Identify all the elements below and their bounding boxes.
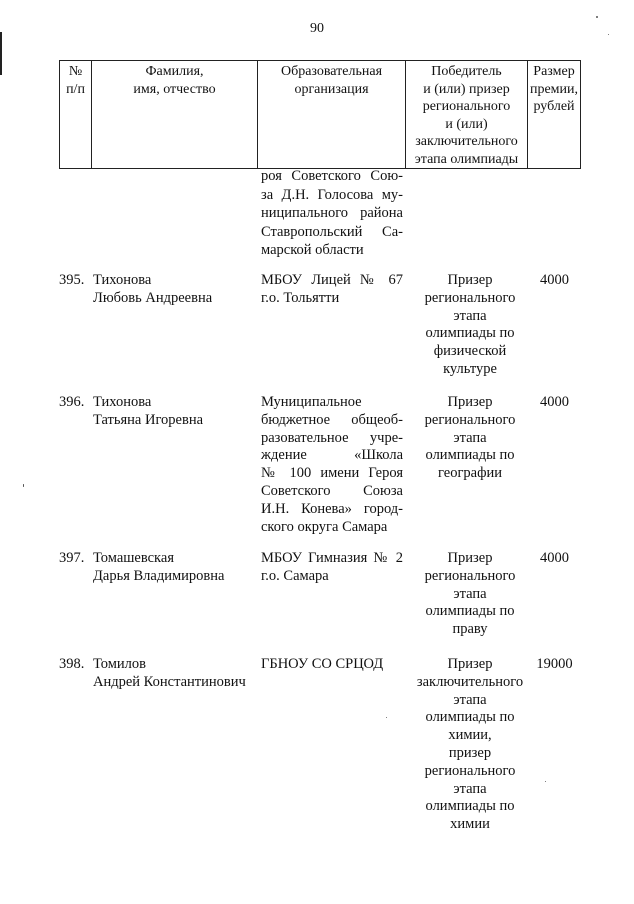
scan-speck xyxy=(23,484,24,487)
row-winner-status: Призер регионального этапа олимпиады по географии xyxy=(424,394,516,482)
header-organization: Образовательная организация xyxy=(258,61,406,169)
header-prize-amount: Размер премии, рублей xyxy=(528,61,581,169)
header-winner-status: Победитель и (или) призер регионального и (или) заключительного этапа олимпиады xyxy=(406,61,528,169)
continued-organization: роя Советского Сою- за Д.Н. Голосова му- ниципального района Ставропольский Са- марской области xyxy=(261,168,403,258)
row-organization: МБОУ Гимназия № 2 г.о. Самара xyxy=(261,550,403,584)
row-organization: МБОУ Лицей № 67 г.о. Тольятти xyxy=(261,272,403,306)
header-number: № п/п xyxy=(60,61,92,169)
row-prize-amount: 19000 xyxy=(536,656,573,672)
page-number: 90 xyxy=(310,21,324,36)
scan-speck xyxy=(608,34,609,35)
row-prize-amount: 4000 xyxy=(540,272,569,288)
row-number: 396. xyxy=(59,394,85,410)
scan-edge-mark xyxy=(0,32,2,75)
row-organization: ГБНОУ СО СРЦОД xyxy=(261,656,384,672)
row-number: 397. xyxy=(59,550,85,566)
row-number: 395. xyxy=(59,272,85,288)
row-full-name: Томашевская Дарья Владимировна xyxy=(93,550,225,584)
row-full-name: Тихонова Любовь Андреевна xyxy=(93,272,213,306)
row-organization: Муниципальное бюджетное общеоб- разовательное учре- ждение «Школа № 100 имени Героя Советского Союза И.Н. Конева» город- ского округа Самара xyxy=(261,394,403,535)
row-prize-amount: 4000 xyxy=(540,394,569,410)
row-full-name: Тихонова Татьяна Игоревна xyxy=(93,394,204,428)
table-header xyxy=(59,60,581,169)
scan-speck xyxy=(386,717,387,718)
scan-speck xyxy=(545,781,546,782)
row-winner-status: Призер регионального этапа олимпиады по праву xyxy=(424,550,516,638)
row-full-name: Томилов Андрей Константинович xyxy=(93,656,246,690)
row-winner-status: Призер заключительного этапа олимпиады по химии, призер регионального этапа олимпиады по химии xyxy=(416,656,524,833)
header-full-name: Фамилия, имя, отчество xyxy=(92,61,258,169)
scan-speck xyxy=(596,16,598,18)
row-winner-status: Призер регионального этапа олимпиады по физической культуре xyxy=(424,272,516,377)
row-number: 398. xyxy=(59,656,85,672)
row-prize-amount: 4000 xyxy=(540,550,569,566)
